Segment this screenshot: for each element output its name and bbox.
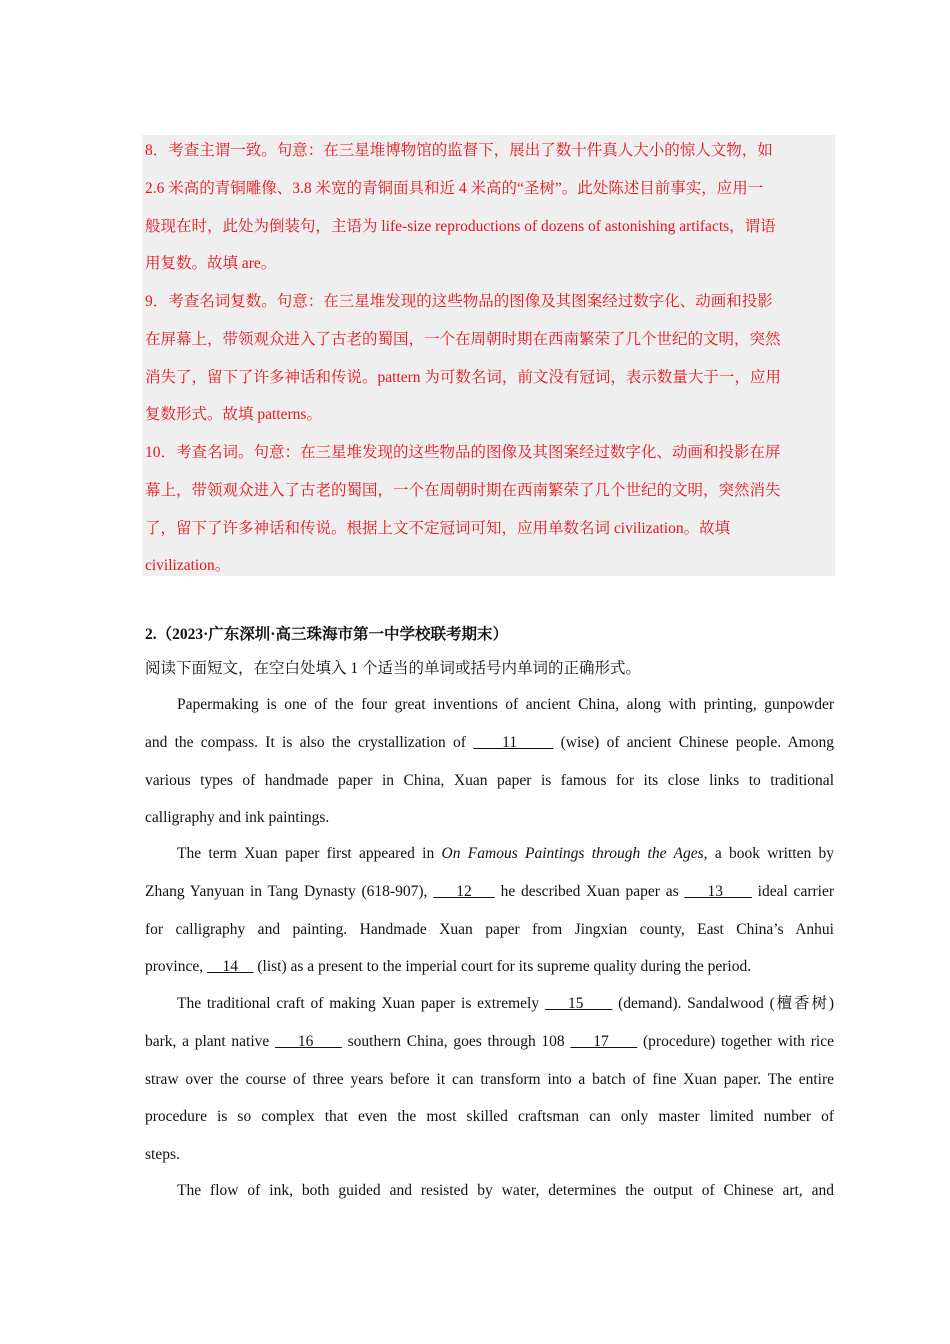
answer-9-line-1: 9．考查名词复数。句意：在三星堆发现的这些物品的图像及其图案经过数字化、动画和投影: [145, 293, 773, 310]
p3-line-1: [145, 985, 834, 1023]
p1-line-2-text-b: (wise) of ancient Chinese people. Among: [553, 733, 834, 751]
blank-13[interactable]: 13: [684, 882, 752, 900]
answer-8-line-3: 般现在时，此处为倒装句，主语为 life-size reproductions of dozens of astonishing artifacts，谓语: [145, 217, 776, 235]
blank-15[interactable]: 15: [544, 995, 613, 1012]
p2-line-2-text-b: he described Xuan paper as: [494, 882, 685, 900]
p2-line-4: [145, 948, 834, 986]
answer-10-line-2: 幕上，带领观众进入了古老的蜀国，一个在周朝时期在西南繁荣了几个世纪的文明，突然消失: [145, 481, 781, 499]
answer-10: [145, 434, 833, 585]
question-instruction: 阅读下面短文，在空白处填入 1 个适当的单词或括号内单词的正确形式。: [145, 660, 642, 677]
p2-line-4-text-b: (list) as a present to the imperial court for its supreme quality during the period.: [253, 958, 752, 976]
question-heading: 2.（2023·广东深圳·高三珠海市第一中学校联考期末）: [145, 626, 508, 643]
p2-line-1-text-a: The term Xuan paper first appeared in: [177, 845, 442, 862]
blank-14[interactable]: 14: [206, 958, 254, 976]
p2-line-1-text-b: , a book written by: [703, 845, 835, 862]
p3-line-2-text-c: (procedure) together with rice: [637, 1032, 834, 1050]
passage-paragraph-1: [145, 686, 834, 837]
answer-8: [145, 132, 833, 283]
p1-line-4: calligraphy and ink paintings.: [145, 809, 330, 827]
p3-line-1-text-b: (demand). Sandalwood (檀香树): [612, 995, 835, 1012]
answer-8-line-2: 2.6 米高的青铜雕像、3.8 米宽的青铜面具和近 4 米高的“圣树”。此处陈述目前事实，应用一: [145, 179, 764, 197]
answer-9-line-4: 复数形式。故填 patterns。: [145, 406, 322, 424]
passage-paragraph-4: [145, 1172, 834, 1210]
p3-line-2-text-a: bark, a plant native: [145, 1032, 276, 1050]
p4-line-1: The flow of ink, both guided and resisted by water, determines the output of Chinese art, and: [177, 1182, 834, 1199]
p2-line-2-text-a: Zhang Yanyuan in Tang Dynasty (618-907),: [145, 882, 434, 900]
answer-9: [145, 283, 833, 434]
answer-9-line-2: 在屏幕上，带领观众进入了古老的蜀国，一个在周朝时期在西南繁荣了几个世纪的文明，突然: [145, 330, 781, 348]
p2-line-2: [145, 873, 834, 911]
blank-17[interactable]: 17: [570, 1032, 638, 1050]
blank-11[interactable]: 11: [473, 733, 554, 751]
p2-line-2-text-c: ideal carrier: [751, 882, 834, 900]
p1-line-1: Papermaking is one of the four great inventions of ancient China, along with printing, gunpowder: [177, 696, 834, 713]
p1-line-2-text-a: and the compass. It is also the crystallization of: [145, 733, 474, 751]
blank-16[interactable]: 16: [275, 1032, 342, 1050]
answer-8-line-1: 8．考查主谓一致。句意：在三星堆博物馆的监督下，展出了数十件真人大小的惊人文物，如: [145, 142, 773, 159]
p3-line-4: procedure is so complex that even the most skilled craftsman can only master limited number of: [145, 1108, 834, 1126]
p1-line-2: [145, 724, 834, 762]
answer-10-line-3: 了，留下了许多神话和传说。根据上文不定冠词可知，应用单数名词 civilization。故填: [145, 519, 731, 537]
passage-paragraph-2: [145, 835, 834, 986]
answer-9-line-3: 消失了，留下了许多神话和传说。pattern 为可数名词，前文没有冠词，表示数量大于一，应用: [145, 368, 781, 386]
p2-line-3: for calligraphy and painting. Handmade Xuan paper from Jingxian county, East China’s Anhui: [145, 920, 834, 938]
p3-line-3: straw over the course of three years before it can transform into a batch of fine Xuan paper. The entire: [145, 1070, 834, 1088]
p2-line-1: [145, 835, 834, 873]
answer-10-line-4: civilization。: [145, 557, 231, 575]
p3-line-2: [145, 1023, 834, 1061]
p3-line-1-text-a: The traditional craft of making Xuan paper is extremely: [177, 995, 545, 1012]
passage-paragraph-3: [145, 985, 834, 1174]
answer-8-line-4: 用复数。故填 are。: [145, 255, 277, 273]
p3-line-2-text-b: southern China, goes through 108: [341, 1032, 571, 1050]
book-title: On Famous Paintings through the Ages: [441, 845, 704, 862]
p2-line-4-text-a: province,: [145, 958, 207, 976]
blank-12[interactable]: 12: [433, 882, 495, 900]
p1-line-3: various types of handmade paper in China, Xuan paper is famous for its close links to traditional: [145, 771, 834, 789]
answer-10-line-1: 10．考查名词。句意：在三星堆发现的这些物品的图像及其图案经过数字化、动画和投影在屏: [145, 444, 781, 461]
p3-line-5: steps.: [145, 1146, 180, 1164]
